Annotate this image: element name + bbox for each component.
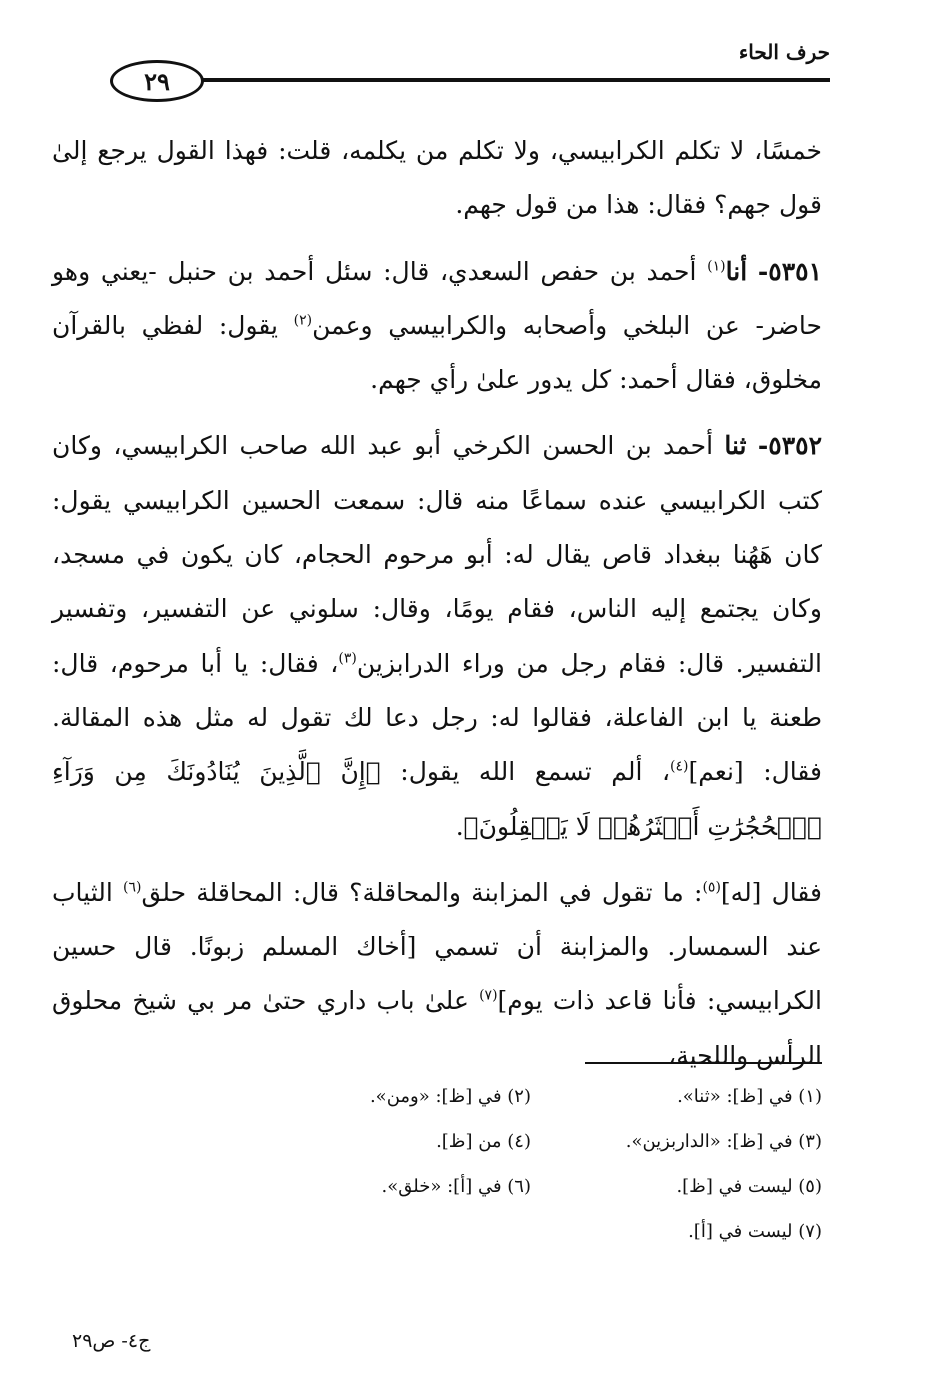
narration-tag: ثنا — [724, 431, 747, 461]
text-segment: فقال [له] — [720, 877, 823, 907]
paragraph-5352 — [52, 419, 822, 853]
quran-verse: ﴿إِنَّ ٱلَّذِينَ يُنَادُونَكَ مِن وَرَآءِ ٱلۡحُجُرَٰتِ أَكۡثَرُهُمۡ لَا يَعۡقِلُونَ﴾ — [52, 757, 822, 841]
page-header — [50, 40, 830, 100]
footnote-1: (١) في [ظ]: «ثنا». — [677, 1086, 822, 1107]
footnote-ref-1: (١) — [707, 258, 726, 275]
text-segment: : ما تقول في المزابنة والمحاقلة؟ قال: المحاقلة حلق — [141, 877, 703, 907]
text-segment: ، ألم تسمع الله يقول: — [380, 757, 671, 787]
footnote-ref-2: (٢) — [293, 312, 313, 329]
text-segment: يقول: لفظي بالقرآن مخلوق، فقال أحمد: كل يدور علىٰ رأي جهم. — [52, 310, 822, 395]
main-text — [52, 124, 822, 1095]
footnote-ref-3: (٣) — [338, 650, 357, 667]
footnote-ref-5: (٥) — [702, 879, 721, 896]
header-rule — [180, 78, 830, 82]
text-segment: ، فقال: يا أبا مرحوم، قال: طعنة يا ابن الفاعلة، فقالوا له: رجل دعا لك تقول له مثل هذه المقالة. فقال: [نعم] — [52, 648, 822, 787]
page-number: ٢٩ — [144, 66, 170, 96]
hadith-number: ٥٣٥٢- — [757, 431, 822, 461]
footnote-3: (٣) في [ظ]: «الداربزين». — [625, 1131, 822, 1152]
footnote-4: (٤) من [ظ]. — [436, 1131, 531, 1152]
footnote-7: (٧) ليست في [أ]. — [688, 1221, 822, 1242]
narration-tag: أنا — [725, 256, 748, 286]
footnote-2: (٢) في [ظ]: «ومن». — [369, 1086, 531, 1107]
text-segment: أحمد بن الحسن الكرخي أبو عبد الله صاحب الكرابيسي، وكان كتب الكرابيسي عنده سماعًا منه قال: سمعت الحسين الكرابيسي يقول: كان هَهُنا ببغداد قاص يقال له: أبو مرحوم الحجام، كان يكون في مسجد، وكان يجتمع إليه الناس، فقام يومًا، وقال: سلوني عن التفسير، وتفسير التفسير. قال: فقام رجل من وراء الدرابزين — [52, 431, 822, 678]
footnote-5: (٥) ليست في [ظ]. — [676, 1176, 822, 1197]
paragraph-5351 — [52, 245, 822, 408]
page-number-badge — [110, 60, 204, 102]
chapter-title: حرف الحاء — [738, 40, 830, 64]
paragraph-1: خمسًا، لا تكلم الكرابيسي، ولا تكلم من يكلمه، قلت: فهذا القول يرجع إلىٰ قول جهم؟ فقال: هذا من قول جهم. — [52, 136, 822, 220]
text-segment: علىٰ باب داري حتىٰ مر بي شيخ محلوق الرأس واللحية، — [52, 986, 822, 1070]
volume-reference: ج٤- ص٢٩ — [72, 1330, 151, 1352]
text-segment: . — [455, 811, 464, 841]
footnote-6: (٦) في [أ]: «خلق». — [381, 1176, 531, 1197]
footnote-ref-6: (٦) — [123, 879, 142, 896]
paragraph-4 — [52, 866, 822, 1083]
text-segment: الثياب عند السمسار. والمزابنة أن تسمي [أخاك المسلم زبونًا. قال حسين الكرابيسي: فأنا قاعد ذات يوم] — [52, 877, 822, 1016]
footnotes — [240, 1074, 822, 1254]
footnote-separator — [585, 1062, 822, 1064]
text-segment: أحمد بن حفص السعدي، قال: سئل أحمد بن حنبل -يعني وهو حاضر- عن البلخي وأصحابه والكرابيسي وعمن — [52, 256, 822, 340]
footnote-ref-4: (٤) — [670, 758, 689, 775]
hadith-number: ٥٣٥١- — [757, 256, 822, 286]
footnote-ref-7: (٧) — [479, 988, 498, 1005]
